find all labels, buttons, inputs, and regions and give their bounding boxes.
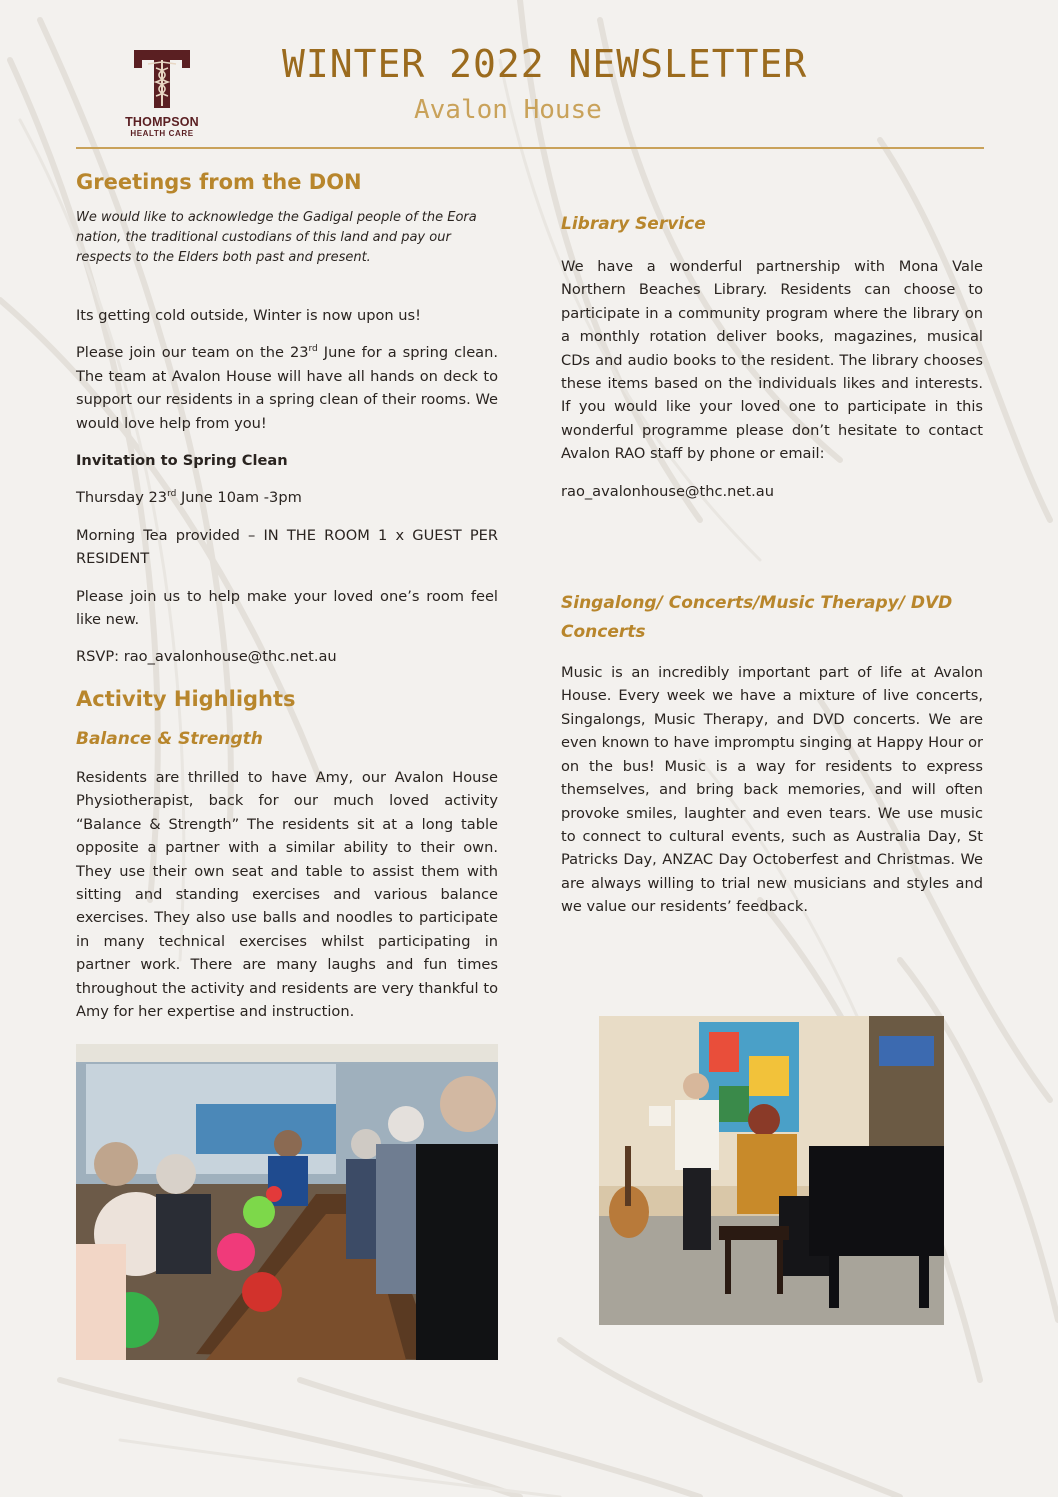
library-email[interactable]: rao_avalonhouse@thc.net.au	[561, 482, 774, 500]
left-column	[76, 168, 498, 1023]
activity-heading: Activity Highlights	[76, 686, 296, 711]
invitation-heading: Invitation to Spring Clean	[76, 452, 288, 470]
event-date-start: Thursday 23	[76, 489, 168, 507]
library-heading: Library Service	[561, 214, 706, 234]
help-text: Please join us to help make your loved one’s room feel like new.	[76, 587, 498, 629]
logo-brand-name: THOMPSON	[125, 115, 199, 129]
balance-heading: Balance & Strength	[76, 728, 263, 749]
event-date-suffix: rd	[167, 489, 177, 500]
spring-clean-text-end: June for a spring clean. The team at Avalon House will have all hands on deck to support our residents in a spring clean of their rooms. We would love help from you!	[76, 344, 498, 432]
concert-photo	[599, 1016, 944, 1325]
logo-subtitle: HEALTH CARE	[130, 129, 194, 138]
balance-class-photo	[76, 1044, 498, 1360]
caduceus-logo-icon	[132, 48, 192, 110]
spring-clean-text	[76, 341, 498, 435]
newsletter-subtitle: Avalon House	[414, 95, 602, 125]
rsvp-email[interactable]: RSVP: rao_avalonhouse@thc.net.au	[76, 648, 337, 666]
exercise-class-image	[76, 1044, 498, 1360]
morning-tea-text: Morning Tea provided – IN THE ROOM 1 x GUEST PER RESIDENT	[76, 526, 498, 568]
event-date-end: June 10am -3pm	[176, 489, 302, 507]
acknowledgement-text: We would like to acknowledge the Gadigal people of the Eora nation, the traditional custodians of this land and pay our respects to the Elders both past and present.	[76, 210, 477, 265]
newsletter-title: WINTER 2022 NEWSLETTER	[282, 42, 808, 86]
intro-text: Its getting cold outside, Winter is now upon us!	[76, 307, 421, 324]
header-divider	[76, 147, 984, 149]
date-suffix: rd	[308, 344, 318, 355]
library-text: We have a wonderful partnership with Mona Vale Northern Beaches Library. Residents can choose to participate in a community program where the library on a monthly rotation deliver books, magazines, musical CDs and audio books to the resident. The library chooses these items based on the individuals likes and interests. If you would like your loved one to participate in this wonderful programme please don’t hesitate to contact Avalon RAO staff by phone or email:	[561, 258, 983, 463]
greetings-heading: Greetings from the DON	[76, 170, 362, 194]
event-date	[76, 486, 498, 509]
balance-text: Residents are thrilled to have Amy, our Avalon House Physiotherapist, back for our much loved activity “Balance & Strength” The residents sit at a long table opposite a partner with a similar ability to their own. They use their own seat and table to assist them with sitting and standing exercises and various balance exercises. They also use balls and noodles to participate in many technical exercises whilst participating in partner work. There are many laughs and fun times throughout the activity and residents are very thankful to Amy for her expertise and instruction.	[76, 768, 498, 1020]
thompson-logo	[112, 48, 212, 144]
spring-clean-text-start: Please join our team on the 23	[76, 344, 309, 362]
music-heading: Singalong/ Concerts/Music Therapy/ DVD Concerts	[561, 593, 953, 643]
music-text: Music is an incredibly important part of life at Avalon House. Every week we have a mixture of live concerts, Singalongs, Music Therapy, and DVD concerts. We are even known to have impromptu singing at Happy Hour or on the bus! Music is a way for residents to express themselves, and bring back memories, and will often provoke smiles, laughter and even tears. We use music to connect to cultural events, such as Australia Day, St Patricks Day, ANZAC Day Octoberfest and Christmas. We are always willing to trial new musicians and styles and we value our residents’ feedback.	[561, 664, 983, 916]
right-column	[561, 210, 983, 919]
piano-concert-image	[599, 1016, 944, 1325]
